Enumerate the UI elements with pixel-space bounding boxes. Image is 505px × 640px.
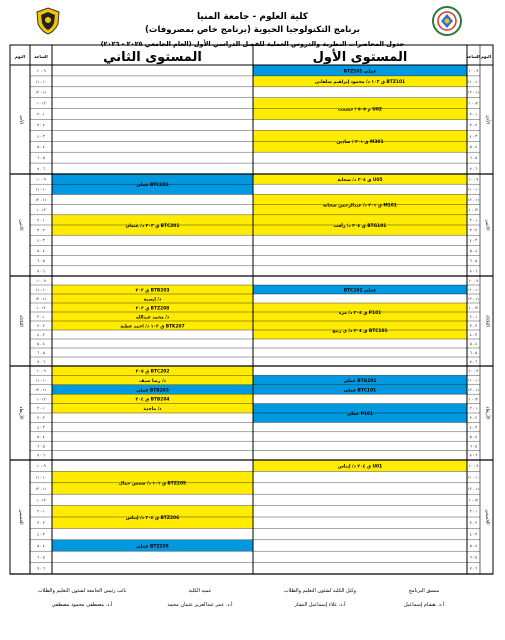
time-slot-label: ١١ - ١٢ [35, 387, 47, 392]
time-slot-label: ١٠ - ١١ [467, 79, 480, 84]
footer-signature-2 [270, 588, 370, 608]
footer-signature-4 [22, 588, 142, 608]
time-slot-label: ١٢ - ١ [468, 498, 479, 503]
time-slot-label: ١١ - ١٢ [467, 486, 480, 491]
time-slot-label: ٥ - ٦ [37, 350, 45, 355]
time-slot-label: ٥ - ٦ [37, 259, 45, 264]
level1-block-label: BTZ101 ق ١٠٣ د/ محمود إبراهيم شلقاني [314, 80, 406, 86]
time-slot-label: ٣ - ٤ [469, 425, 478, 430]
level2-block-label: BTK207 ق ١٠٣ د/ احمد عطية [120, 324, 185, 330]
time-slot-label: ٥ - ٦ [37, 444, 45, 449]
time-slot-label: ٦ - ٧ [469, 166, 478, 171]
program-title: برنامج التكنولوجيا الحيوية (برنامج خاص بمصروفات) [145, 25, 360, 35]
time-slot-label: ١٢ - ١ [468, 305, 479, 310]
time-slot-label: ٥ - ٦ [469, 259, 478, 264]
day-label: الاثنين [484, 219, 490, 231]
level2-block-label: BTZ205 ق ١٠١ د/ شمس جمال [118, 481, 187, 487]
level1-header: المستوى الأول [312, 50, 408, 65]
day-header: اليوم [15, 54, 25, 59]
time-slot-label: ٢ - ٣ [469, 521, 478, 526]
time-slot-label: ٦ - ٧ [37, 359, 45, 364]
level1-block-label: M101 ق ٢٠١ د/ عبدالرحمن شحاتة [323, 203, 397, 209]
time-slot-label: ٤ - ٥ [469, 543, 478, 548]
time-slot-label: ٦ - ٧ [469, 359, 478, 364]
time-slot-label: ١٢ - ١ [468, 101, 479, 106]
time-slot-label: ١١ - ١٢ [467, 197, 480, 202]
level1-block-label: U05 ق ٢٠٤ د/ شحاتة [337, 177, 383, 183]
time-slot-label: ٢ - ٣ [37, 123, 45, 128]
day-label: الثلاثاء [18, 315, 23, 327]
time-slot-label: ٣ - ٤ [37, 425, 45, 430]
time-slot-label: ٢ - ٣ [469, 323, 478, 328]
time-slot-label: ١١ - ١٢ [467, 296, 480, 301]
level1-block-label: U02 م ٥٠٥ / حشمت [338, 107, 382, 113]
time-slot-label: ٩ - ١٠ [468, 68, 479, 73]
time-slot-label: ٣ - ٤ [469, 532, 478, 537]
level2-block-label: BTB204 ق ٢٠٤ [135, 397, 170, 403]
time-slot-label: ٥ - ٦ [469, 350, 478, 355]
level1-block-label: عملي BTC101 [343, 288, 377, 294]
time-slot-label: ٥ - ٦ [37, 555, 45, 560]
level2-block-label: BTC201 ق ٢٠٣ د/ عثمان [125, 223, 180, 229]
time-slot-label: ١٠ - ١١ [467, 287, 480, 292]
time-slot-label: ٦ - ٧ [469, 453, 478, 458]
time-slot-label: ٢ - ٣ [37, 521, 45, 526]
day-label: الأربعاء [18, 406, 23, 420]
time-slot-label: ٤ - ٥ [37, 434, 45, 439]
time-slot-label: ٣ - ٤ [37, 134, 45, 139]
level1-block-label: P101 ق ٢٠٤ د/ مزة [338, 310, 382, 316]
time-slot-label: ١ - ٢ [37, 112, 45, 117]
time-slot-label: ١٢ - ١ [468, 208, 479, 213]
time-slot-label: ٦ - ٧ [37, 566, 45, 571]
time-slot-label: ٥ - ٦ [469, 555, 478, 560]
day-label: الخميس [18, 509, 23, 525]
time-slot-label: ٤ - ٥ [37, 248, 45, 253]
time-slot-label: ٤ - ٥ [37, 341, 45, 346]
time-slot-label: ١ - ٢ [469, 406, 478, 411]
time-slot-label: ١ - ٢ [37, 314, 45, 319]
time-slot-label: ٢ - ٣ [469, 123, 478, 128]
day-label: الخميس [484, 509, 490, 525]
level1-block-label: M301 ق ٢٠١ / شاذين [336, 140, 384, 146]
footer-title: منسق البرنامج [408, 588, 440, 594]
time-slot-label: ١٢ - ١ [36, 305, 46, 310]
level2-block-label: BTB203 عملي [136, 388, 169, 394]
time-slot-label: ٣ - ٤ [469, 134, 478, 139]
level2-block-label: BTZ205 عملي [136, 544, 169, 550]
time-slot-label: ١٠ - ١١ [467, 187, 480, 192]
footer-name: أ.د. هشام إسماعيل [404, 602, 444, 608]
time-slot-label: ٢ - ٣ [469, 228, 478, 233]
level2-block-label: BTC201 عملي [136, 183, 169, 188]
day-header: اليوم [481, 54, 491, 59]
level2-block-label: د/ ماجدة [143, 407, 162, 413]
footer-name: أ.د. مصطفى محمود مصطفى [51, 602, 113, 608]
time-slot-label: ٣ - ٤ [469, 332, 478, 337]
time-slot-label: ٩ - ١٠ [36, 369, 46, 374]
time-slot-label: ١٢ - ١ [36, 397, 46, 402]
time-slot-label: ١٢ - ١ [36, 208, 46, 213]
time-slot-label: ٢ - ٣ [37, 228, 45, 233]
level1-block-label: BTC101 عملي [343, 388, 377, 394]
time-slot-label: ١٠ - ١١ [35, 287, 47, 292]
time-slot-label: ٤ - ٥ [469, 434, 478, 439]
time-slot-label: ٩ - ١٠ [468, 464, 479, 469]
time-slot-label: ٦ - ٧ [37, 166, 45, 171]
schedule-title: جدول المحاضرات النظرية والدروس العملية للفصل الدراسي الأول (العام الجامعي ٢٠٢٥ - ٢٠٢٦) [100, 40, 405, 48]
level1-block-label: BTG101 ق ٢٠٤ د/ رأفت [333, 223, 387, 229]
level2-block-label: د/ إيسية [143, 297, 162, 303]
time-slot-label: ١٠ - ١١ [35, 187, 47, 192]
level2-block-label: BTC202 ق ٢٠٥ [135, 369, 170, 375]
time-slot-label: ١ - ٢ [37, 509, 45, 514]
time-slot-label: ١١ - ١٢ [467, 387, 480, 392]
time-slot-label: ٦ - ٧ [37, 453, 45, 458]
time-slot-label: ٢ - ٣ [37, 323, 45, 328]
time-slot-label: ٩ - ١٠ [468, 278, 479, 283]
time-slot-label: ٥ - ٦ [469, 444, 478, 449]
time-slot-label: ١١ - ١٢ [35, 296, 47, 301]
time-slot-label: ١٠ - ١١ [467, 378, 480, 383]
time-slot-label: ٩ - ١٠ [36, 177, 46, 182]
time-slot-label: ٤ - ٥ [37, 145, 45, 150]
time-slot-label: ١١ - ١٢ [35, 197, 47, 202]
time-slot-label: ٣ - ٤ [37, 532, 45, 537]
day-label: الأربعاء [484, 406, 490, 420]
day-label: الأحد [484, 115, 490, 124]
day-label: الثلاثاء [484, 315, 490, 327]
time-slot-label: ٩ - ١٠ [36, 68, 46, 73]
time-slot-label: ١٢ - ١ [36, 101, 46, 106]
level2-header: المستوى الثاني [103, 50, 202, 65]
time-slot-label: ١٠ - ١١ [467, 475, 480, 480]
level2-block-label: BTZ208 ق ٢٠٣ [135, 306, 170, 312]
time-slot-label: ٣ - ٤ [37, 238, 45, 243]
time-slot-label: ٢ - ٣ [37, 416, 45, 421]
time-slot-label: ١ - ٢ [469, 218, 478, 223]
time-slot-label: ٤ - ٥ [469, 145, 478, 150]
footer-name: أ.د. عمر عبدالعزيز عثمان محمد [167, 602, 233, 608]
time-header: الساعة [466, 54, 480, 59]
level1-block-label: U01 ق ٢٠٤ د/ إيناس [337, 464, 383, 470]
level1-block-label: P101 عملي [346, 411, 374, 417]
time-slot-label: ١١ - ١٢ [467, 90, 480, 95]
footer-signature-1 [384, 588, 464, 608]
time-slot-label: ١٠ - ١١ [35, 475, 47, 480]
day-label: الأحد [18, 115, 23, 124]
footer-title: نائب رئيس الجامعة لشئون التعليم والطلاب [37, 588, 127, 594]
time-slot-label: ٣ - ٤ [37, 332, 45, 337]
level2-block-label: BTZ206 ق ٢٠٤ د/ إيناس [125, 515, 180, 521]
time-slot-label: ١ - ٢ [469, 509, 478, 514]
footer-signature-3 [150, 588, 250, 608]
time-slot-label: ٤ - ٥ [469, 341, 478, 346]
time-slot-label: ٤ - ٥ [469, 248, 478, 253]
time-slot-label: ٥ - ٦ [37, 156, 45, 161]
time-slot-label: ١٠ - ١١ [35, 378, 47, 383]
time-slot-label: ٩ - ١٠ [36, 278, 46, 283]
time-slot-label: ٩ - ١٠ [468, 369, 479, 374]
level2-block-label: د/ رضا سيف [139, 378, 166, 384]
time-slot-label: ١١ - ١٢ [35, 486, 47, 491]
level2-block-label: BTB203 ق ٢٠٢ [135, 288, 170, 294]
time-slot-label: ١ - ٢ [37, 218, 45, 223]
footer-title: وكيل الكلية لشئون التعليم والطلاب [283, 588, 357, 594]
level2-block-label: د/ محمد عبدالله [135, 315, 170, 321]
time-slot-label: ١٠ - ١١ [35, 79, 47, 84]
time-slot-label: ٦ - ٧ [469, 566, 478, 571]
level1-block-label: BTG101 عملي [343, 378, 377, 384]
time-slot-label: ١٢ - ١ [468, 397, 479, 402]
time-slot-label: ١٢ - ١ [36, 498, 46, 503]
university-title: كلية العلوم - جامعة المنيا [197, 12, 308, 22]
time-slot-label: ٢ - ٣ [469, 416, 478, 421]
time-slot-label: ١١ - ١٢ [35, 90, 47, 95]
time-slot-label: ٦ - ٧ [37, 269, 45, 274]
level1-block-label: BTC101 ق ٢٠٤ د/ ي ربيع [332, 328, 388, 334]
time-slot-label: ٩ - ١٠ [468, 177, 479, 182]
time-header: الساعة [34, 54, 48, 59]
footer-title: عميد الكلية [188, 588, 212, 594]
time-slot-label: ١ - ٢ [469, 112, 478, 117]
time-slot-label: ٩ - ١٠ [36, 464, 46, 469]
time-slot-label: ٥ - ٦ [469, 156, 478, 161]
footer-name: أ.د. علاء إسماعيل النشار [294, 602, 346, 608]
time-slot-label: ١ - ٢ [37, 406, 45, 411]
time-slot-label: ٦ - ٧ [469, 269, 478, 274]
level1-block-label: عملي BTZ101 [343, 69, 377, 75]
time-slot-label: ٤ - ٥ [37, 543, 45, 548]
time-slot-label: ٣ - ٤ [469, 238, 478, 243]
day-label: الاثنين [18, 219, 23, 231]
time-slot-label: ١ - ٢ [469, 314, 478, 319]
